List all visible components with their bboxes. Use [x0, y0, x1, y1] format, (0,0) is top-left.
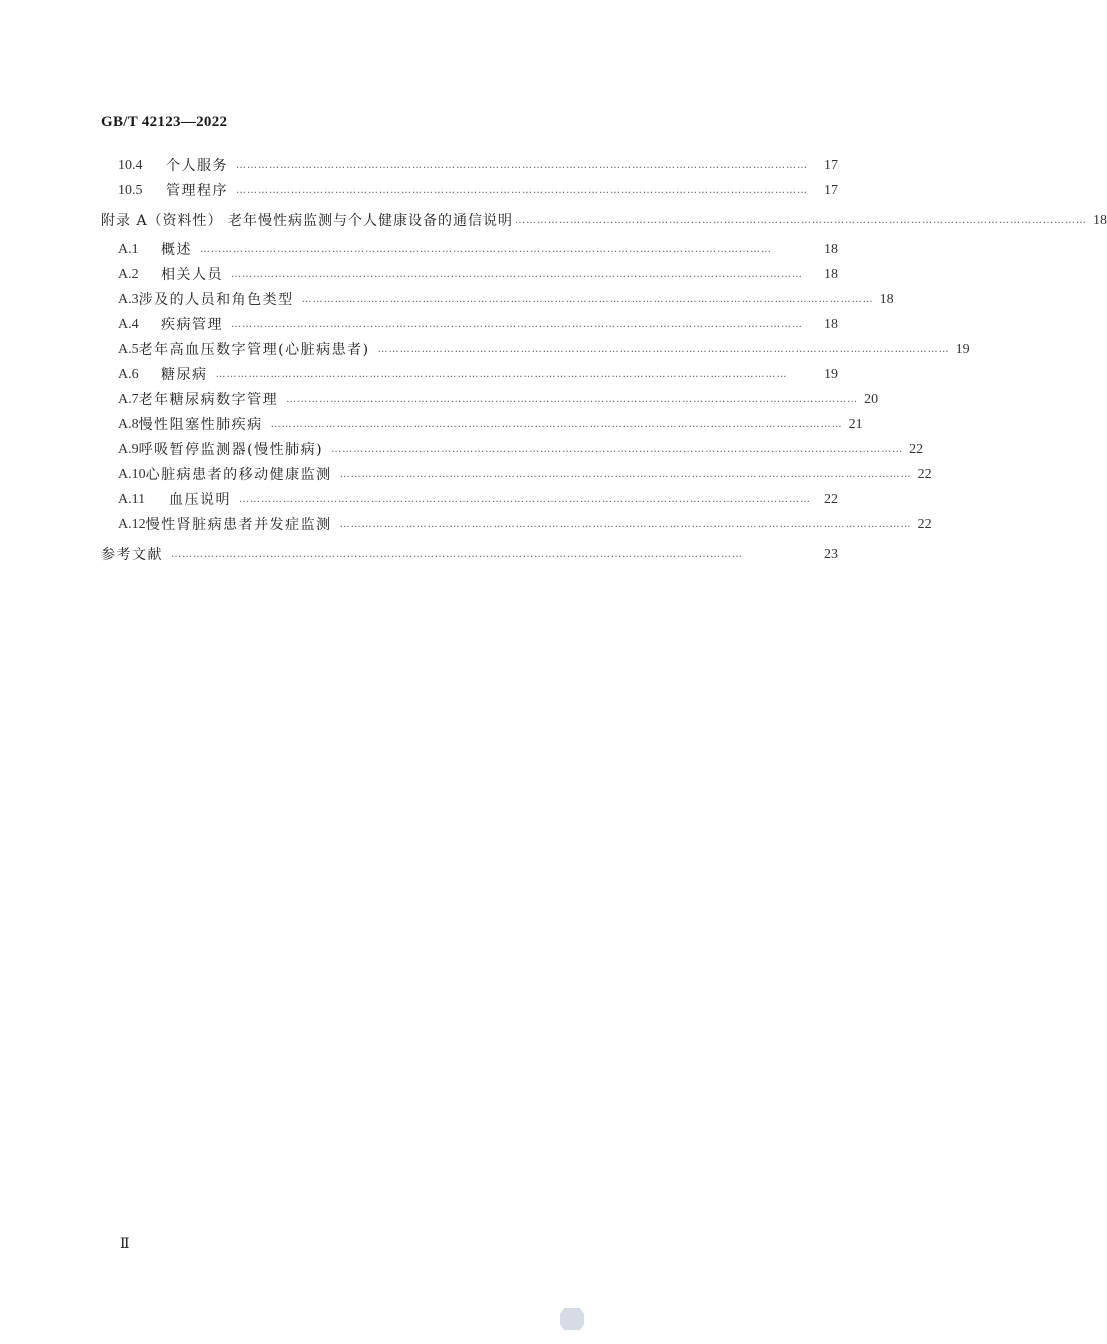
toc-entry-title: 老年糖尿病数字管理 — [138, 392, 279, 408]
toc-entry-number: A.8 — [118, 417, 139, 432]
toc-entry-number: A.2 — [118, 267, 139, 282]
toc-leader-dots: ………………………………………………………………………………………………………………………………………… — [331, 444, 904, 455]
toc-entry-title: 个人服务 — [166, 158, 228, 174]
toc-leader-dots: ………………………………………………………………………………………………………………………………………… — [200, 244, 772, 255]
toc-entry-a-7[interactable] — [101, 390, 879, 410]
toc-entry-title: 附录 A（资料性） 老年慢性病监测与个人健康设备的通信说明 — [101, 213, 514, 229]
toc-entry-a-11[interactable] — [101, 490, 838, 510]
toc-entry-a-9[interactable] — [101, 440, 924, 460]
toc-entry-number: A.4 — [118, 317, 139, 332]
toc-entry-title: 呼吸暂停监测器(慢性肺病) — [138, 442, 324, 458]
toc-leader-dots: ………………………………………………………………………………………………………………………………………… — [286, 394, 859, 405]
toc-entry-title: 糖尿病 — [161, 367, 208, 383]
toc-leader-dots: ………………………………………………………………………………………………………………………………………… — [339, 469, 912, 480]
toc-entry-number: A.3 — [118, 292, 139, 307]
toc-entry-page: 22 — [917, 467, 932, 482]
page-number-footer: Ⅱ — [120, 1237, 130, 1252]
toc-entry-number: A.11 — [118, 492, 146, 507]
toc-entry-page: 22 — [909, 442, 924, 457]
toc-entry-title: 血压说明 — [169, 492, 231, 508]
toc-entry-a-10[interactable] — [101, 465, 932, 485]
toc-entry-10-4[interactable] — [101, 156, 838, 176]
toc-leader-dots: ………………………………………………………………………………………………………………………………………… — [236, 185, 808, 196]
toc-entry-page: 18 — [824, 267, 838, 282]
toc-entry-annex-a[interactable] — [101, 211, 1107, 231]
toc-entry-title: 慢性阻塞性肺疾病 — [138, 417, 263, 433]
toc-entry-page: 19 — [824, 367, 838, 382]
toc-entry-title: 疾病管理 — [161, 317, 223, 333]
toc-entry-a-1[interactable] — [101, 240, 838, 260]
toc-entry-number: A.5 — [118, 342, 139, 357]
toc-entry-title: 管理程序 — [166, 183, 228, 199]
toc-entry-a-5[interactable] — [101, 340, 970, 360]
toc-entry-number: A.1 — [118, 242, 139, 257]
toc-entry-title: 概述 — [161, 242, 192, 258]
toc-entry-number: A.10 — [118, 467, 146, 482]
toc-entry-title: 老年高血压数字管理(心脏病患者) — [138, 342, 370, 358]
toc-entry-number: A.9 — [118, 442, 139, 457]
toc-entry-a-3[interactable] — [101, 290, 894, 310]
toc-entry-page: 22 — [917, 517, 932, 532]
toc-leader-dots: ………………………………………………………………………………………………………………………………………… — [515, 215, 1088, 226]
toc-entry-page: 17 — [824, 158, 838, 173]
toc-entry-page: 19 — [955, 342, 970, 357]
toc-entry-page: 18 — [824, 317, 838, 332]
toc-entry-number: A.7 — [118, 392, 139, 407]
toc-entry-10-5[interactable] — [101, 181, 838, 201]
toc-entry-page: 18 — [824, 242, 838, 257]
toc-entry-title: 慢性肾脏病患者并发症监测 — [145, 517, 332, 533]
toc-leader-dots: ………………………………………………………………………………………………………………………………………… — [171, 549, 743, 560]
sac-logo — [558, 1306, 586, 1332]
toc-entry-page: 17 — [824, 183, 838, 198]
toc-entry-page: 22 — [824, 492, 838, 507]
toc-leader-dots: ………………………………………………………………………………………………………………………………………… — [270, 419, 843, 430]
toc-entry-page: 18 — [879, 292, 894, 307]
standard-number-header: GB/T 42123—2022 — [101, 114, 228, 130]
toc-entry-page: 23 — [824, 547, 838, 562]
toc-leader-dots: ………………………………………………………………………………………………………………………………………… — [301, 294, 874, 305]
toc-entry-number: 10.4 — [118, 158, 143, 173]
toc-entry-title: 心脏病患者的移动健康监测 — [145, 467, 332, 483]
toc-entry-a-2[interactable] — [101, 265, 838, 285]
toc-entry-title: 参考文献 — [101, 547, 163, 563]
toc-entry-number: 10.5 — [118, 183, 143, 198]
toc-entry-number: A.12 — [118, 517, 146, 532]
toc-entry-a-6[interactable] — [101, 365, 838, 385]
toc-entry-title: 涉及的人员和角色类型 — [138, 292, 294, 308]
logo-shape — [560, 1308, 584, 1330]
toc-leader-dots: ………………………………………………………………………………………………………………………………………… — [377, 344, 950, 355]
toc-entry-page: 21 — [848, 417, 863, 432]
toc-entry-a-8[interactable] — [101, 415, 863, 435]
toc-entry-page: 18 — [1093, 213, 1107, 228]
toc-entry-bibliography[interactable] — [101, 545, 838, 565]
toc-entry-number: A.6 — [118, 367, 139, 382]
toc-entry-a-4[interactable] — [101, 315, 838, 335]
toc-leader-dots: ………………………………………………………………………………………………………………………………………… — [215, 369, 788, 380]
toc-leader-dots: ………………………………………………………………………………………………………………………………………… — [231, 319, 803, 330]
toc-entry-title: 相关人员 — [161, 267, 223, 283]
toc-entry-a-12[interactable] — [101, 515, 932, 535]
toc-leader-dots: ………………………………………………………………………………………………………………………………………… — [236, 160, 808, 171]
toc-leader-dots: ………………………………………………………………………………………………………………………………………… — [339, 519, 912, 530]
toc-entry-page: 20 — [864, 392, 879, 407]
toc-leader-dots: ………………………………………………………………………………………………………………………………………… — [239, 494, 811, 505]
toc-leader-dots: ………………………………………………………………………………………………………………………………………… — [231, 269, 803, 280]
